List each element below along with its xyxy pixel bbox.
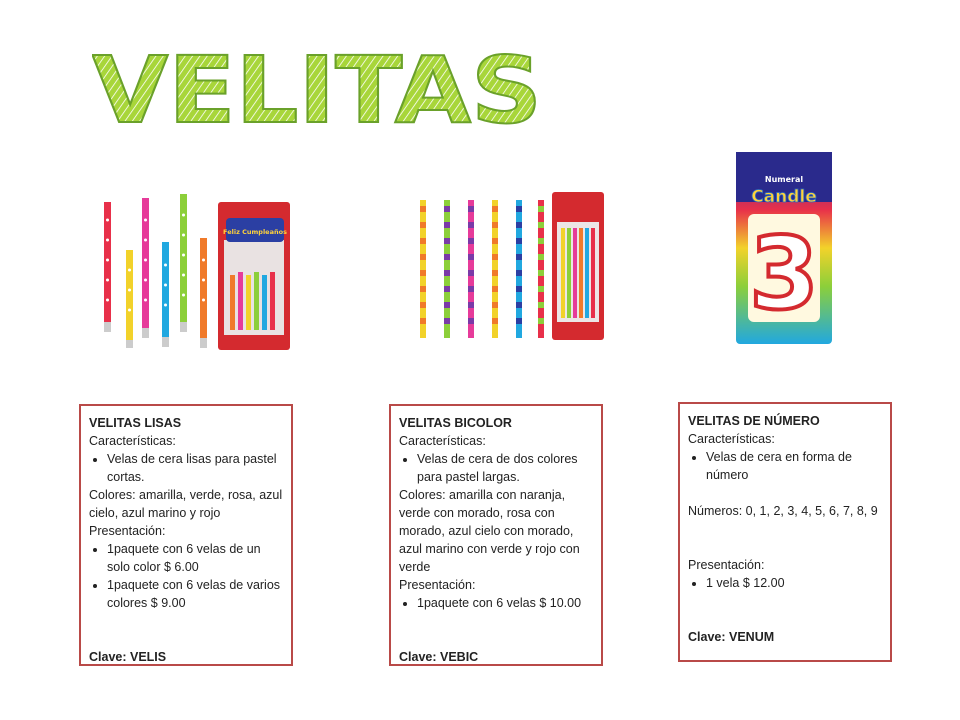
product-image-bicolor [412,192,608,342]
package-top-label: Numeral [764,175,804,184]
product-name: VELITAS DE NÚMERO [688,414,820,428]
features-label: Características: [688,432,775,446]
presentation-label: Presentación: [688,558,765,572]
package-number: 3 [749,215,819,332]
presentation-list [399,594,593,612]
features-list [399,450,593,486]
feature-item: • Velas de cera lisas para pastel cortas. [107,450,283,486]
feature-item: • Velas de cera de dos colores para pastel largas. [417,450,593,486]
product-code: Clave: VEBIC [399,650,479,664]
product-name: VELITAS BICOLOR [399,416,512,430]
presentation-list [688,574,882,592]
presentation-list [89,540,283,612]
presentation-item: • 1paquete con 6 velas de varios colores $ 9.00 [107,576,283,612]
feature-item: • Velas de cera en forma de número [706,448,882,484]
package-brand-text: Feliz Cumpleaños [223,228,287,236]
product-code: Clave: VELIS [89,650,167,664]
plain-candles-package [218,202,290,350]
plain-candles-group [104,194,207,348]
colors-text: Colores: amarilla con naranja, verde con morado, rosa con morado, azul cielo con morado, azul marino con verde y rojo con verde [399,488,580,574]
presentation-item: • 1 vela $ 12.00 [706,574,882,592]
bicolor-candles-package [552,192,604,340]
package-main-label: Candle [751,187,817,207]
product-card-lisas [79,404,293,666]
presentation-item: • 1paquete con 6 velas $ 10.00 [417,594,593,612]
features-list [688,448,882,484]
presentation-label: Presentación: [399,578,476,592]
numbers-text: Números: 0, 1, 2, 3, 4, 5, 6, 7, 8, 9 [688,504,878,518]
page-title [92,42,552,142]
bicolor-candles-group [420,200,544,338]
page-title-text: VELITAS [92,42,542,142]
features-list [89,450,283,486]
presentation-label: Presentación: [89,524,166,538]
colors-text: Colores: amarilla, verde, rosa, azul cielo, azul marino y rojo [89,488,283,520]
product-card-numero [678,402,892,662]
product-image-lisas [90,180,290,355]
features-label: Características: [89,434,176,448]
product-name: VELITAS LISAS [89,416,182,430]
product-code: Clave: VENUM [688,630,775,644]
features-label: Características: [399,434,486,448]
product-card-bicolor [389,404,603,666]
product-image-numero [736,152,832,344]
presentation-item: • 1paquete con 6 velas de un solo color $ 6.00 [107,540,283,576]
